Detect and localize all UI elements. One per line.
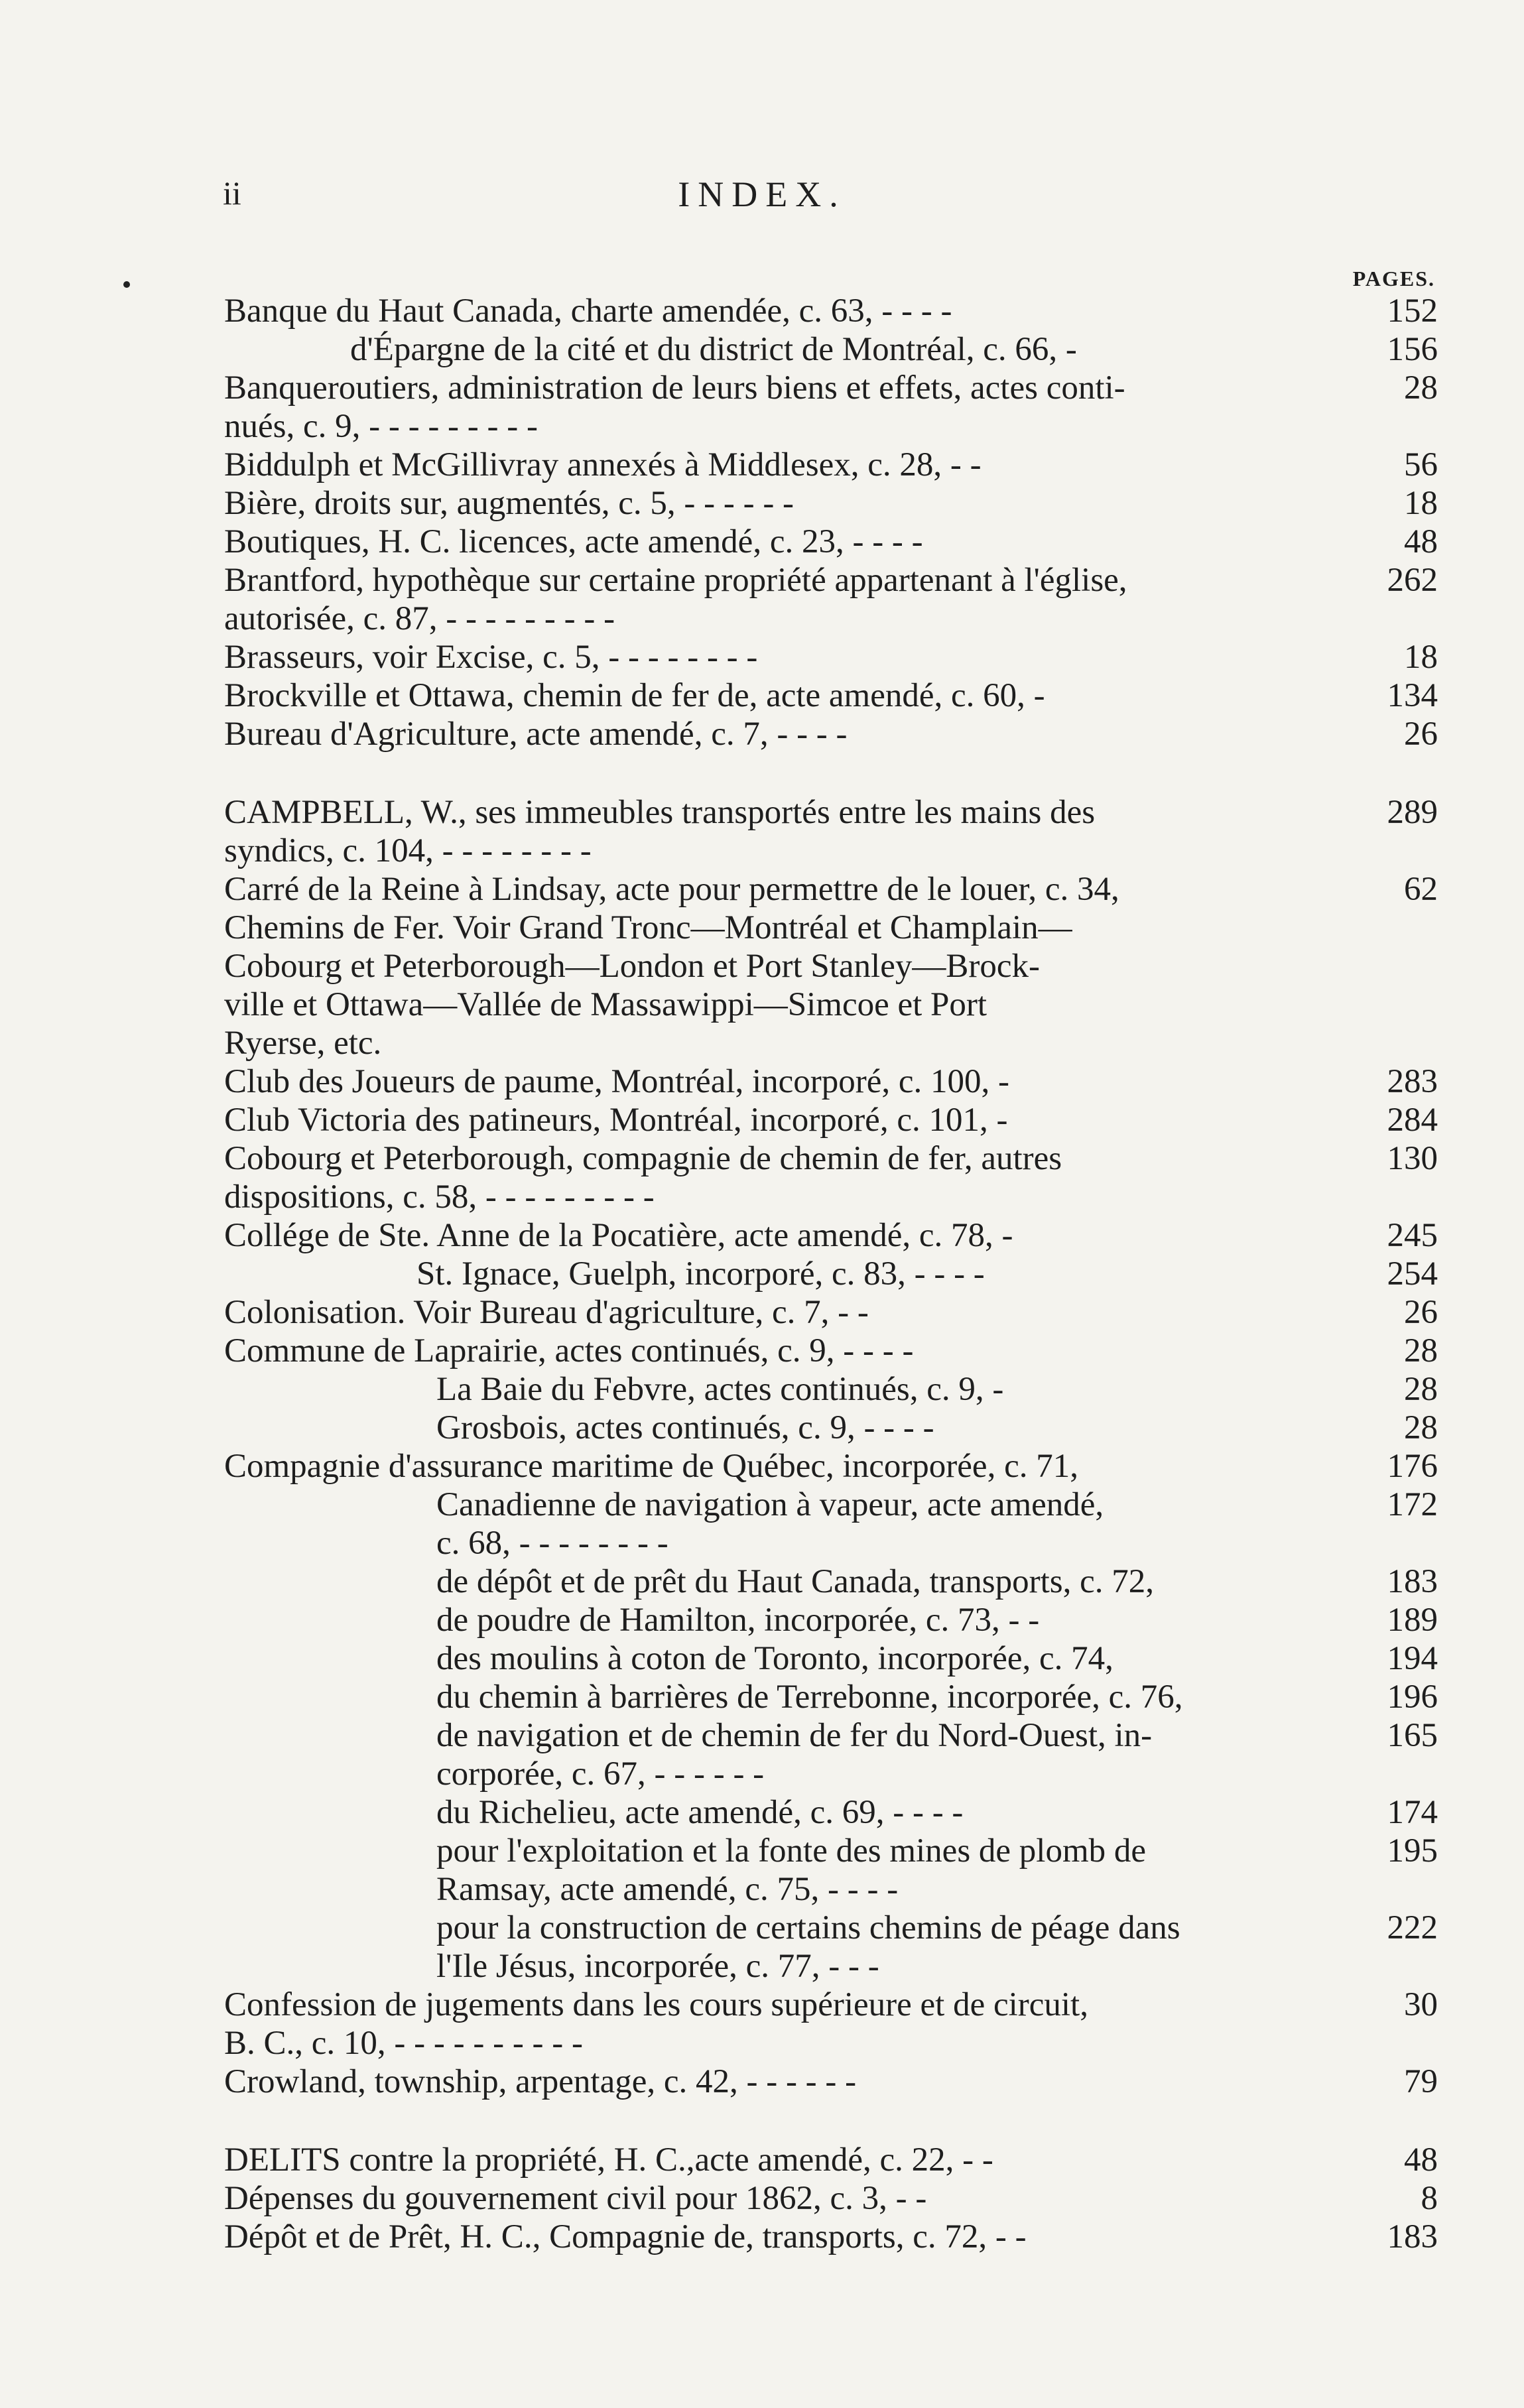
index-entry (224, 484, 1438, 523)
index-entry-page: 30 (1404, 1986, 1438, 2023)
index-entry-page: 134 (1387, 677, 1438, 714)
index-entry (224, 676, 1438, 715)
index-entry (224, 2179, 1438, 2218)
index-entry-text: pour la construction de certains chemins de péage dans l'Ile Jésus, incorporée, c. 77, - - - (436, 1909, 1180, 1985)
index-entry-page: 56 (1404, 446, 1438, 483)
index-entry-text: Bière, droits sur, augmentés, c. 5, - - - - - - (224, 485, 794, 522)
index-entry-text: Biddulph et McGillivray annexés à Middlesex, c. 28, - - (224, 446, 982, 483)
index-entry (224, 1601, 1438, 1639)
index-entry (224, 1793, 1438, 1832)
index-entry (224, 292, 1438, 330)
index-entry (224, 1409, 1438, 1447)
index-entry (224, 1986, 1438, 2062)
index-entry (224, 1639, 1438, 1678)
index-entry-text: Compagnie d'assurance maritime de Québec, incorporée, c. 71, (224, 1448, 1078, 1485)
index-entry (224, 1716, 1438, 1793)
index-entry (224, 330, 1438, 369)
index-entry (224, 561, 1438, 638)
index-entry-text: du Richelieu, acte amendé, c. 69, - - - - (436, 1794, 964, 1831)
index-entry-page: 289 (1387, 794, 1438, 831)
index-entry-text: La Baie du Febvre, actes continués, c. 9, - (436, 1371, 1004, 1408)
index-entry (224, 909, 1438, 1062)
index-entry-page: 183 (1387, 1563, 1438, 1600)
index-entry (224, 1370, 1438, 1409)
index-list (224, 292, 1438, 2256)
index-entry-text: Brockville et Ottawa, chemin de fer de, acte amendé, c. 60, - (224, 677, 1045, 714)
index-entry-page: 8 (1421, 2180, 1438, 2217)
index-entry (224, 1832, 1438, 1909)
index-entry-page: 165 (1387, 1717, 1438, 1754)
index-entry-text: Colonisation. Voir Bureau d'agriculture, c. 7, - - (224, 1294, 869, 1331)
index-entry-text: Collége de Ste. Anne de la Pocatière, acte amendé, c. 78, - (224, 1217, 1013, 1254)
index-entry-page: 156 (1387, 331, 1438, 368)
index-entry-page: 28 (1404, 1409, 1438, 1446)
index-entry (224, 523, 1438, 561)
page-number: ii (223, 174, 241, 212)
index-entry (224, 1678, 1438, 1716)
index-entry (224, 1101, 1438, 1139)
index-entry (224, 1562, 1438, 1601)
index-entry-text: Cobourg et Peterborough, compagnie de chemin de fer, autres dispositions, c. 58, - - - - - - - - - (224, 1140, 1062, 1216)
index-entry-page: 254 (1387, 1255, 1438, 1293)
index-entry (224, 2141, 1438, 2179)
index-entry-text: Banqueroutiers, administration de leurs biens et effets, actes conti- nués, c. 9, - - - - - - - - - (224, 369, 1125, 445)
index-entry-page: 18 (1404, 639, 1438, 676)
index-entry (224, 793, 1438, 870)
index-entry-text: de dépôt et de prêt du Haut Canada, transports, c. 72, (436, 1563, 1155, 1600)
index-entry (224, 1293, 1438, 1332)
index-entry-page: 130 (1387, 1140, 1438, 1177)
index-entry-text: Commune de Laprairie, actes continués, c. 9, - - - - (224, 1332, 914, 1369)
index-entry-page: 262 (1387, 562, 1438, 599)
index-entry (224, 1486, 1438, 1562)
section-gap (224, 2101, 1438, 2141)
index-entry-text: Dépenses du gouvernement civil pour 1862, c. 3, - - (224, 2180, 927, 2217)
index-entry-text: Club des Joueurs de paume, Montréal, incorporé, c. 100, - (224, 1063, 1010, 1100)
index-entry (224, 1062, 1438, 1101)
index-entry-text: des moulins à coton de Toronto, incorporée, c. 74, (436, 1640, 1113, 1677)
index-entry-text: de poudre de Hamilton, incorporée, c. 73, - - (436, 1602, 1040, 1639)
stray-ink-mark (123, 281, 130, 288)
section-gap (224, 753, 1438, 793)
index-entry (224, 870, 1438, 909)
index-entry (224, 715, 1438, 753)
index-entry-text: Crowland, township, arpentage, c. 42, - - - - - - (224, 2063, 857, 2100)
index-entry-page: 48 (1404, 2141, 1438, 2179)
index-entry-text: CAMPBELL, W., ses immeubles transportés entre les mains des syndics, c. 104, - - - - - - - - (224, 794, 1096, 869)
index-entry (224, 1447, 1438, 1486)
index-entry-page: 28 (1404, 369, 1438, 407)
index-entry-page: 79 (1404, 2063, 1438, 2100)
index-entry-text: Boutiques, H. C. licences, acte amendé, c. 23, - - - - (224, 523, 923, 560)
index-entry-text: Carré de la Reine à Lindsay, acte pour permettre de le louer, c. 34, (224, 871, 1119, 908)
index-entry (224, 1909, 1438, 1986)
index-entry-text: d'Épargne de la cité et du district de Montréal, c. 66, - (350, 331, 1077, 368)
index-entry-page: 245 (1387, 1217, 1438, 1254)
page-title: INDEX. (678, 174, 846, 214)
index-entry-page: 194 (1387, 1640, 1438, 1677)
index-entry-text: Brantford, hypothèque sur certaine propriété appartenant à l'église, autorisée, c. 87, - - - - - - - - - (224, 562, 1127, 637)
index-entry (224, 1255, 1438, 1293)
page-header (0, 174, 1524, 220)
index-entry (224, 1139, 1438, 1216)
index-entry-text: pour l'exploitation et la fonte des mines de plomb de Ramsay, acte amendé, c. 75, - - - - (436, 1832, 1147, 1908)
index-entry-page: 174 (1387, 1794, 1438, 1831)
index-entry-text: Dépôt et de Prêt, H. C., Compagnie de, transports, c. 72, - - (224, 2218, 1027, 2255)
index-entry-page: 183 (1387, 2218, 1438, 2255)
index-entry-text: Chemins de Fer. Voir Grand Tronc—Montréal et Champlain— Cobourg et Peterborough—London et Port Stanley—Brock- ville et Ottawa—Vallée de Massawippi—Simcoe et Port Ryerse, etc. (224, 909, 1072, 1062)
index-entry-text: Grosbois, actes continués, c. 9, - - - - (436, 1409, 934, 1446)
index-entry (224, 1216, 1438, 1255)
index-entry-text: Bureau d'Agriculture, acte amendé, c. 7, - - - - (224, 716, 848, 753)
index-entry-page: 26 (1404, 1294, 1438, 1331)
index-entry-page: 283 (1387, 1063, 1438, 1100)
index-entry (224, 1332, 1438, 1370)
index-entry-page: 176 (1387, 1448, 1438, 1485)
index-entry-page: 28 (1404, 1332, 1438, 1369)
index-entry-page: 18 (1404, 485, 1438, 522)
index-entry-text: DELITS contre la propriété, H. C.,acte amendé, c. 22, - - (224, 2141, 993, 2179)
index-entry-page: 28 (1404, 1371, 1438, 1408)
index-entry-page: 284 (1387, 1102, 1438, 1139)
index-entry (224, 2062, 1438, 2101)
index-entry (224, 2218, 1438, 2256)
index-entry-text: Canadienne de navigation à vapeur, acte amendé, c. 68, - - - - - - - - (436, 1486, 1104, 1562)
index-entry-page: 172 (1387, 1486, 1438, 1523)
index-entry-page: 196 (1387, 1679, 1438, 1716)
index-entry-text: Banque du Haut Canada, charte amendée, c. 63, - - - - (224, 292, 952, 330)
index-entry-page: 152 (1387, 292, 1438, 330)
index-entry-text: Confession de jugements dans les cours supérieure et de circuit, B. C., c. 10, - - - - - - - - - - (224, 1986, 1088, 2062)
index-entry (224, 638, 1438, 676)
index-entry-page: 222 (1387, 1909, 1438, 1946)
index-entry (224, 369, 1438, 446)
index-entry-text: de navigation et de chemin de fer du Nord-Ouest, in- corporée, c. 67, - - - - - - (436, 1717, 1153, 1793)
index-entry-text: du chemin à barrières de Terrebonne, incorporée, c. 76, (436, 1679, 1183, 1716)
index-entry-page: 26 (1404, 716, 1438, 753)
index-entry-page: 189 (1387, 1602, 1438, 1639)
index-entry-text: St. Ignace, Guelph, incorporé, c. 83, - - - - (416, 1255, 985, 1293)
pages-column-label: PAGES. (1352, 267, 1435, 290)
index-entry-text: Club Victoria des patineurs, Montréal, incorporé, c. 101, - (224, 1102, 1008, 1139)
index-entry-page: 62 (1404, 871, 1438, 908)
index-entry-page: 195 (1387, 1832, 1438, 1869)
index-entry (224, 446, 1438, 484)
index-entry-text: Brasseurs, voir Excise, c. 5, - - - - - - - - (224, 639, 758, 676)
index-entry-page: 48 (1404, 523, 1438, 560)
